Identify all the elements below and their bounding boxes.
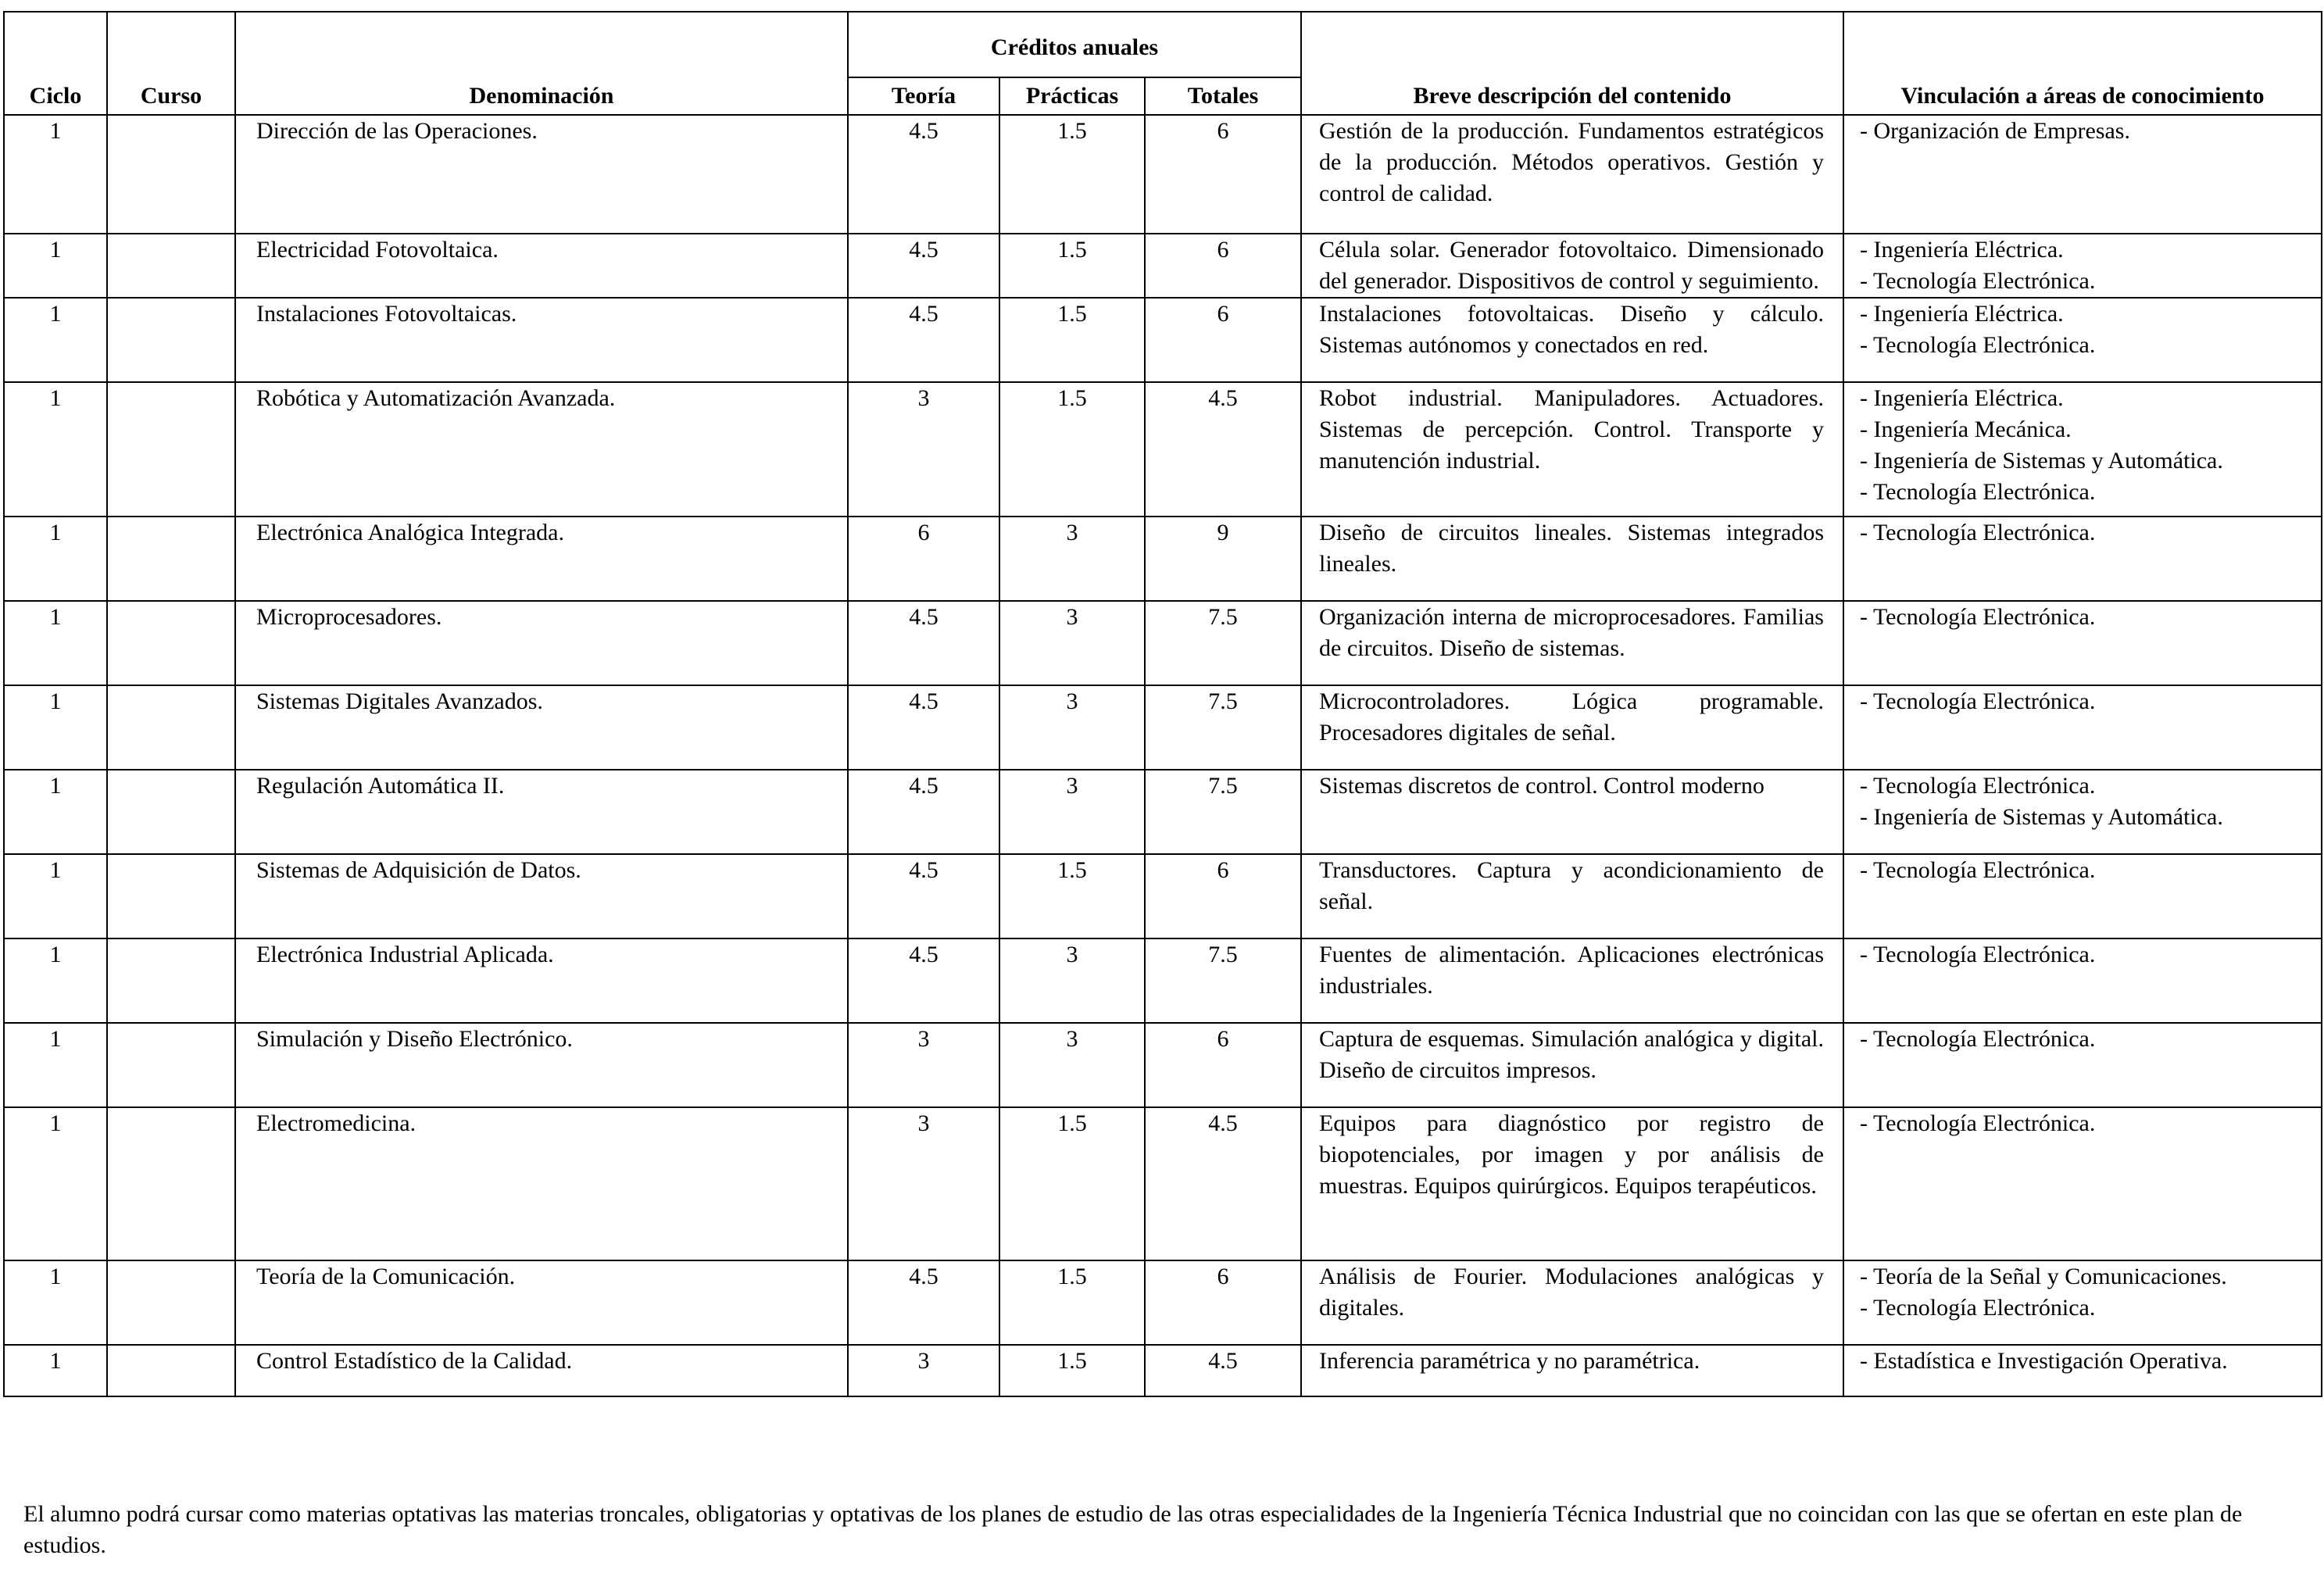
header-curso: Curso xyxy=(107,12,235,115)
cell-practicas: 3 xyxy=(999,1023,1145,1107)
cell-ciclo: 1 xyxy=(4,517,107,601)
header-teoria: Teoría xyxy=(848,77,999,115)
cell-vinculacion xyxy=(1843,938,2322,1023)
cell-descripcion xyxy=(1301,938,1843,1023)
description-text: Diseño de circuitos lineales. Sistemas integrados lineales. xyxy=(1319,520,1824,577)
cell-denominacion: Electrónica Industrial Aplicada. xyxy=(235,938,848,1023)
cell-denominacion: Electromedicina. xyxy=(235,1107,848,1260)
cell-ciclo: 1 xyxy=(4,601,107,685)
cell-teoria: 4.5 xyxy=(848,601,999,685)
table-row xyxy=(4,1345,2322,1396)
cell-ciclo: 1 xyxy=(4,1023,107,1107)
cell-descripcion xyxy=(1301,234,1843,298)
cell-curso xyxy=(107,770,235,854)
cell-practicas: 1.5 xyxy=(999,1345,1145,1396)
area-item: - Tecnología Electrónica. xyxy=(1860,604,2096,630)
cell-denominacion: Teoría de la Comunicación. xyxy=(235,1260,848,1345)
description-text: Análisis de Fourier. Modulaciones analógicas y digitales. xyxy=(1319,1264,1824,1321)
cell-teoria: 3 xyxy=(848,382,999,517)
cell-practicas: 1.5 xyxy=(999,1260,1145,1345)
cell-ciclo: 1 xyxy=(4,382,107,517)
cell-ciclo: 1 xyxy=(4,770,107,854)
cell-totales: 4.5 xyxy=(1145,1345,1301,1396)
header-denominacion: Denominación xyxy=(235,12,848,115)
cell-denominacion: Control Estadístico de la Calidad. xyxy=(235,1345,848,1396)
cell-practicas: 1.5 xyxy=(999,382,1145,517)
area-item: - Estadística e Investigación Operativa. xyxy=(1860,1348,2228,1374)
area-item: - Tecnología Electrónica. xyxy=(1860,332,2096,358)
description-text: Organización interna de microprocesadores. Familias de circuitos. Diseño de sistemas. xyxy=(1319,604,1824,661)
table-row xyxy=(4,601,2322,685)
area-item: - Tecnología Electrónica. xyxy=(1860,1295,2096,1321)
cell-teoria: 4.5 xyxy=(848,770,999,854)
area-item: - Ingeniería Eléctrica. xyxy=(1860,237,2064,263)
area-item: - Ingeniería Eléctrica. xyxy=(1860,301,2064,327)
cell-totales: 6 xyxy=(1145,115,1301,234)
cell-curso xyxy=(107,601,235,685)
table-row xyxy=(4,770,2322,854)
cell-teoria: 4.5 xyxy=(848,234,999,298)
header-ciclo: Ciclo xyxy=(4,12,107,115)
cell-vinculacion xyxy=(1843,1345,2322,1396)
cell-curso xyxy=(107,685,235,770)
cell-vinculacion xyxy=(1843,1260,2322,1345)
cell-curso xyxy=(107,298,235,382)
cell-practicas: 3 xyxy=(999,938,1145,1023)
cell-ciclo: 1 xyxy=(4,1107,107,1260)
cell-teoria: 4.5 xyxy=(848,938,999,1023)
cell-curso xyxy=(107,517,235,601)
cell-vinculacion xyxy=(1843,382,2322,517)
area-item: - Tecnología Electrónica. xyxy=(1860,773,2096,799)
cell-denominacion: Robótica y Automatización Avanzada. xyxy=(235,382,848,517)
cell-curso xyxy=(107,938,235,1023)
area-item: - Teoría de la Señal y Comunicaciones. xyxy=(1860,1264,2227,1289)
cell-practicas: 3 xyxy=(999,601,1145,685)
cell-curso xyxy=(107,1345,235,1396)
footnote: El alumno podrá cursar como materias optativas las materias troncales, obligatorias y optativas de los planes de estudio de las otras especialidades de la Ingeniería Técnica Industrial que no coincidan con las que se ofertan en este plan de estudios. xyxy=(23,1501,2243,1558)
cell-curso xyxy=(107,234,235,298)
area-item: - Organización de Empresas. xyxy=(1860,118,2130,144)
area-item: - Tecnología Electrónica. xyxy=(1860,857,2096,883)
area-item: - Tecnología Electrónica. xyxy=(1860,1110,2096,1136)
header-vinculacion: Vinculación a áreas de conocimiento xyxy=(1843,12,2322,115)
cell-descripcion xyxy=(1301,115,1843,234)
cell-totales: 6 xyxy=(1145,854,1301,938)
cell-denominacion: Simulación y Diseño Electrónico. xyxy=(235,1023,848,1107)
cell-ciclo: 1 xyxy=(4,1345,107,1396)
table-row xyxy=(4,1023,2322,1107)
description-text: Inferencia paramétrica y no paramétrica. xyxy=(1319,1348,1700,1374)
cell-curso xyxy=(107,854,235,938)
cell-curso xyxy=(107,115,235,234)
cell-ciclo: 1 xyxy=(4,234,107,298)
cell-practicas: 3 xyxy=(999,770,1145,854)
cell-vinculacion xyxy=(1843,770,2322,854)
cell-descripcion xyxy=(1301,382,1843,517)
cell-teoria: 3 xyxy=(848,1107,999,1260)
cell-practicas: 1.5 xyxy=(999,298,1145,382)
description-text: Célula solar. Generador fotovoltaico. Dimensionado del generador. Dispositivos de control y seguimiento. xyxy=(1319,237,1824,294)
cell-practicas: 1.5 xyxy=(999,1107,1145,1260)
cell-teoria: 4.5 xyxy=(848,854,999,938)
description-text: Instalaciones fotovoltaicas. Diseño y cálculo. Sistemas autónomos y conectados en red. xyxy=(1319,301,1824,358)
cell-descripcion xyxy=(1301,685,1843,770)
table-row xyxy=(4,938,2322,1023)
cell-curso xyxy=(107,382,235,517)
table-row xyxy=(4,382,2322,517)
header-descripcion: Breve descripción del contenido xyxy=(1301,12,1843,115)
cell-totales: 9 xyxy=(1145,517,1301,601)
table-body xyxy=(4,115,2322,1396)
cell-teoria: 4.5 xyxy=(848,298,999,382)
cell-descripcion xyxy=(1301,1260,1843,1345)
cell-teoria: 3 xyxy=(848,1023,999,1107)
cell-vinculacion xyxy=(1843,854,2322,938)
cell-totales: 7.5 xyxy=(1145,685,1301,770)
cell-curso xyxy=(107,1260,235,1345)
table-row xyxy=(4,115,2322,234)
cell-denominacion: Sistemas de Adquisición de Datos. xyxy=(235,854,848,938)
header-creditos-anuales: Créditos anuales xyxy=(848,12,1301,77)
cell-ciclo: 1 xyxy=(4,854,107,938)
cell-vinculacion xyxy=(1843,685,2322,770)
cell-vinculacion xyxy=(1843,298,2322,382)
area-item: - Tecnología Electrónica. xyxy=(1860,520,2096,545)
cell-descripcion xyxy=(1301,1107,1843,1260)
cell-practicas: 3 xyxy=(999,517,1145,601)
area-item: - Ingeniería Mecánica. xyxy=(1860,416,2072,442)
cell-descripcion xyxy=(1301,1345,1843,1396)
table-row xyxy=(4,517,2322,601)
cell-totales: 7.5 xyxy=(1145,938,1301,1023)
cell-denominacion: Regulación Automática II. xyxy=(235,770,848,854)
cell-practicas: 1.5 xyxy=(999,854,1145,938)
cell-denominacion: Dirección de las Operaciones. xyxy=(235,115,848,234)
subjects-table xyxy=(3,11,2322,1397)
area-item: - Tecnología Electrónica. xyxy=(1860,1026,2096,1052)
cell-ciclo: 1 xyxy=(4,115,107,234)
cell-denominacion: Electricidad Fotovoltaica. xyxy=(235,234,848,298)
cell-ciclo: 1 xyxy=(4,685,107,770)
cell-curso xyxy=(107,1107,235,1260)
cell-practicas: 3 xyxy=(999,685,1145,770)
header-totales: Totales xyxy=(1145,77,1301,115)
table-row xyxy=(4,1260,2322,1345)
description-text: Transductores. Captura y acondicionamiento de señal. xyxy=(1319,857,1824,914)
cell-ciclo: 1 xyxy=(4,938,107,1023)
cell-teoria: 4.5 xyxy=(848,1260,999,1345)
description-text: Microcontroladores. Lógica programable. Procesadores digitales de señal. xyxy=(1319,688,1824,745)
table-row xyxy=(4,234,2322,298)
table-row xyxy=(4,854,2322,938)
cell-denominacion: Electrónica Analógica Integrada. xyxy=(235,517,848,601)
cell-vinculacion xyxy=(1843,1023,2322,1107)
header-practicas: Prácticas xyxy=(999,77,1145,115)
description-text: Equipos para diagnóstico por registro de biopotenciales, por imagen y por análisis de muestras. Equipos quirúrgicos. Equipos terapéuticos. xyxy=(1319,1110,1824,1199)
cell-teoria: 6 xyxy=(848,517,999,601)
cell-denominacion: Sistemas Digitales Avanzados. xyxy=(235,685,848,770)
description-text: Gestión de la producción. Fundamentos estratégicos de la producción. Métodos operativos. Gestión y control de calidad. xyxy=(1319,118,1824,206)
cell-ciclo: 1 xyxy=(4,1260,107,1345)
cell-teoria: 4.5 xyxy=(848,115,999,234)
cell-curso xyxy=(107,1023,235,1107)
area-item: - Tecnología Electrónica. xyxy=(1860,268,2096,294)
table-row xyxy=(4,298,2322,382)
cell-totales: 7.5 xyxy=(1145,601,1301,685)
cell-totales: 6 xyxy=(1145,1023,1301,1107)
cell-descripcion xyxy=(1301,1023,1843,1107)
cell-denominacion: Instalaciones Fotovoltaicas. xyxy=(235,298,848,382)
cell-totales: 7.5 xyxy=(1145,770,1301,854)
cell-descripcion xyxy=(1301,298,1843,382)
cell-descripcion xyxy=(1301,770,1843,854)
cell-descripcion xyxy=(1301,854,1843,938)
cell-vinculacion xyxy=(1843,1107,2322,1260)
area-item: - Ingeniería Eléctrica. xyxy=(1860,385,2064,411)
cell-vinculacion xyxy=(1843,517,2322,601)
cell-descripcion xyxy=(1301,601,1843,685)
table-row xyxy=(4,1107,2322,1260)
cell-practicas: 1.5 xyxy=(999,234,1145,298)
cell-totales: 6 xyxy=(1145,1260,1301,1345)
cell-teoria: 4.5 xyxy=(848,685,999,770)
header-row-top xyxy=(4,12,2322,77)
cell-vinculacion xyxy=(1843,115,2322,234)
cell-totales: 6 xyxy=(1145,298,1301,382)
description-text: Sistemas discretos de control. Control moderno xyxy=(1319,773,1764,799)
area-item: - Ingeniería de Sistemas y Automática. xyxy=(1860,448,2223,474)
area-item: - Tecnología Electrónica. xyxy=(1860,942,2096,967)
cell-totales: 4.5 xyxy=(1145,1107,1301,1260)
cell-descripcion xyxy=(1301,517,1843,601)
cell-ciclo: 1 xyxy=(4,298,107,382)
cell-practicas: 1.5 xyxy=(999,115,1145,234)
description-text: Robot industrial. Manipuladores. Actuadores. Sistemas de percepción. Control. Transporte y manutención industrial. xyxy=(1319,385,1824,474)
description-text: Captura de esquemas. Simulación analógica y digital. Diseño de circuitos impresos. xyxy=(1319,1026,1824,1083)
cell-denominacion: Microprocesadores. xyxy=(235,601,848,685)
cell-totales: 4.5 xyxy=(1145,382,1301,517)
table-row xyxy=(4,685,2322,770)
area-item: - Tecnología Electrónica. xyxy=(1860,688,2096,714)
description-text: Fuentes de alimentación. Aplicaciones electrónicas industriales. xyxy=(1319,942,1824,999)
cell-totales: 6 xyxy=(1145,234,1301,298)
area-item: - Ingeniería de Sistemas y Automática. xyxy=(1860,804,2223,830)
cell-vinculacion xyxy=(1843,234,2322,298)
cell-teoria: 3 xyxy=(848,1345,999,1396)
cell-vinculacion xyxy=(1843,601,2322,685)
area-item: - Tecnología Electrónica. xyxy=(1860,479,2096,505)
